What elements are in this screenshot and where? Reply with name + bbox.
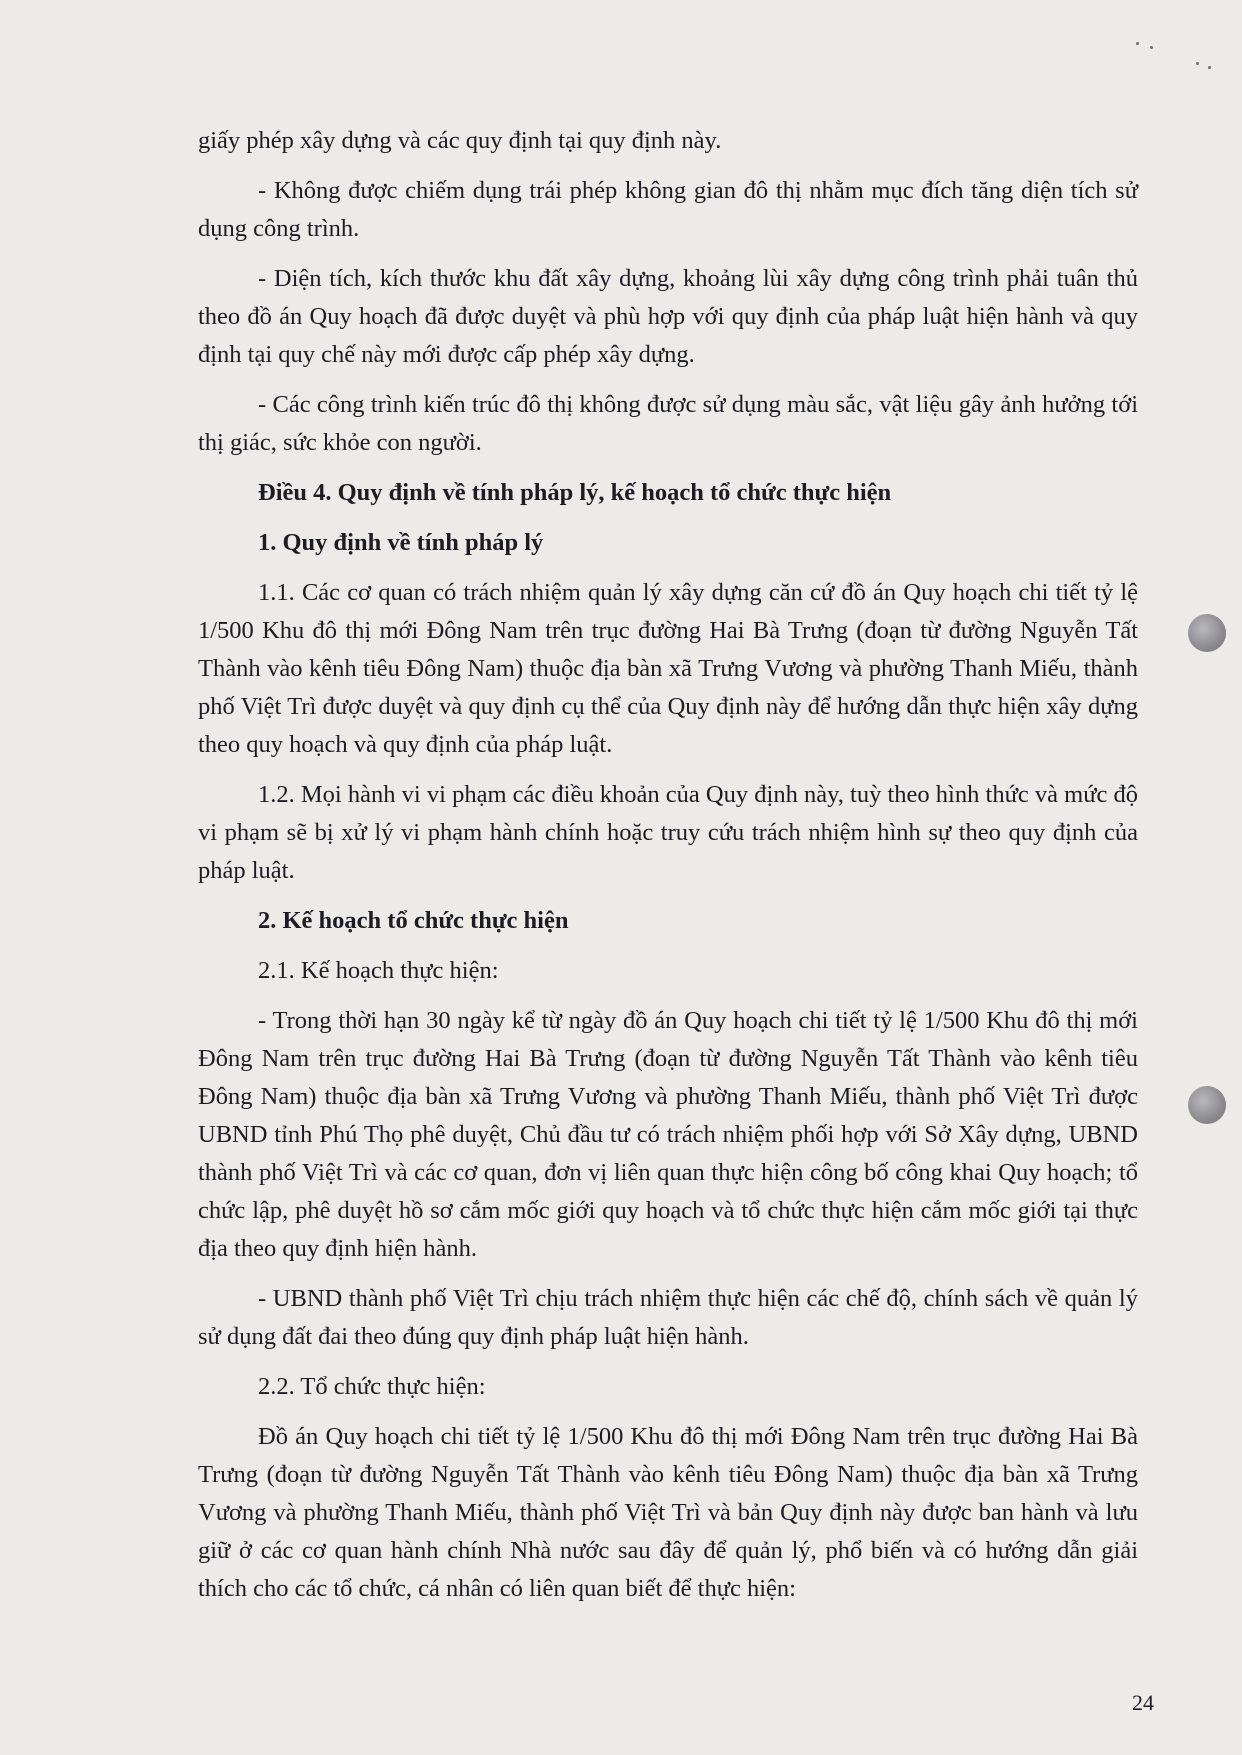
page-number: 24 xyxy=(1132,1690,1154,1715)
paragraph: - Trong thời hạn 30 ngày kể từ ngày đồ án Quy hoạch chi tiết tỷ lệ 1/500 Khu đô thị mới Đông Nam trên trục đường Hai Bà Trưng (đoạn từ đường Nguyễn Tất Thành vào kênh tiêu Đông Nam) thuộc địa bàn xã Trưng Vương và phường Thanh Miếu, thành phố Việt Trì được UBND tỉnh Phú Thọ phê duyệt, Chủ đầu tư có trách nhiệm phối hợp với Sở Xây dựng, UBND thành phố Việt Trì và các cơ quan, đơn vị liên quan thực hiện công bố công khai Quy hoạch; tổ chức lập, phê duyệt hồ sơ cắm mốc giới quy hoạch và tổ chức thực hiện cắm mốc giới tại thực địa theo quy định hiện hành. xyxy=(198,1007,1138,1262)
scan-speck xyxy=(1150,46,1153,49)
paragraph: 2.2. Tổ chức thực hiện: xyxy=(258,1373,486,1400)
section-heading: 1. Quy định về tính pháp lý xyxy=(258,529,544,556)
paragraph: - Các công trình kiến trúc đô thị không được sử dụng màu sắc, vật liệu gây ảnh hưởng tới thị giác, sức khỏe con người. xyxy=(198,391,1138,456)
scan-speck xyxy=(1196,62,1199,65)
scan-speck xyxy=(1136,42,1139,45)
article-heading: Điều 4. Quy định về tính pháp lý, kế hoạch tổ chức thực hiện xyxy=(258,479,892,506)
scan-speck xyxy=(1208,66,1211,69)
punch-hole xyxy=(1188,614,1226,652)
punch-hole xyxy=(1188,1086,1226,1124)
paragraph: 1.1. Các cơ quan có trách nhiệm quản lý xây dựng căn cứ đồ án Quy hoạch chi tiết tỷ lệ 1/500 Khu đô thị mới Đông Nam trên trục đường Hai Bà Trưng (đoạn từ đường Nguyễn Tất Thành vào kênh tiêu Đông Nam) thuộc địa bàn xã Trưng Vương và phường Thanh Miếu, thành phố Việt Trì được duyệt và quy định cụ thể của Quy định này để hướng dẫn thực hiện xây dựng theo quy hoạch và quy định của pháp luật. xyxy=(198,579,1138,758)
paragraph: - Không được chiếm dụng trái phép không gian đô thị nhằm mục đích tăng diện tích sử dụng công trình. xyxy=(198,177,1138,242)
paragraph: - UBND thành phố Việt Trì chịu trách nhiệm thực hiện các chế độ, chính sách về quản lý sử dụng đất đai theo đúng quy định pháp luật hiện hành. xyxy=(198,1285,1138,1350)
paragraph: giấy phép xây dựng và các quy định tại quy định này. xyxy=(198,127,722,154)
section-heading: 2. Kế hoạch tổ chức thực hiện xyxy=(258,907,569,934)
document-body xyxy=(198,122,1138,1608)
paragraph: Đồ án Quy hoạch chi tiết tỷ lệ 1/500 Khu đô thị mới Đông Nam trên trục đường Hai Bà Trưng (đoạn từ đường Nguyễn Tất Thành vào kênh tiêu Đông Nam) thuộc địa bàn xã Trưng Vương và phường Thanh Miếu, thành phố Việt Trì và bản Quy định này được ban hành và lưu giữ ở các cơ quan hành chính Nhà nước sau đây để quản lý, phổ biến và có hướng dẫn giải thích cho các tổ chức, cá nhân có liên quan biết để thực hiện: xyxy=(198,1423,1138,1602)
paragraph: - Diện tích, kích thước khu đất xây dựng, khoảng lùi xây dựng công trình phải tuân thủ theo đồ án Quy hoạch đã được duyệt và phù hợp với quy định của pháp luật hiện hành và quy định tại quy chế này mới được cấp phép xây dựng. xyxy=(198,265,1138,368)
paragraph: 2.1. Kế hoạch thực hiện: xyxy=(258,957,499,984)
paragraph: 1.2. Mọi hành vi vi phạm các điều khoản của Quy định này, tuỳ theo hình thức và mức độ vi phạm sẽ bị xử lý vi phạm hành chính hoặc truy cứu trách nhiệm hình sự theo quy định của pháp luật. xyxy=(198,781,1138,884)
